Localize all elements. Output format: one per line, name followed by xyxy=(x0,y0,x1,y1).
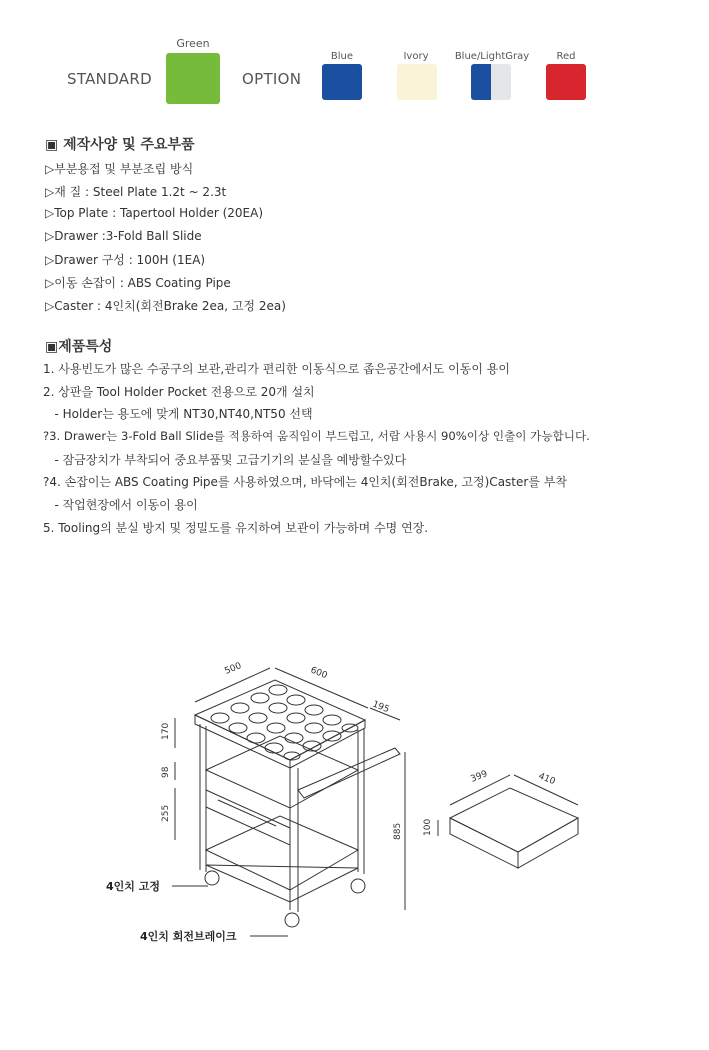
spec-item: ▷Drawer :3-Fold Ball Slide xyxy=(45,229,202,243)
dim-width: 600 xyxy=(308,665,329,682)
swatch-caption-red: Red xyxy=(556,51,576,62)
spec-item: ▷부분용접 및 부분조립 방식 xyxy=(45,162,194,176)
cart-technical-drawing xyxy=(100,640,600,960)
drawer-detail xyxy=(450,788,578,852)
callout-brake: 4인치 회전브레이크 xyxy=(140,930,237,943)
spec-title: ▣ 제작사양 및 주요부품 xyxy=(45,137,195,153)
feature-item: - 잠금장치가 부착되어 중요부품및 고급기기의 분실을 예방할수있다 xyxy=(43,453,407,467)
caster-brake xyxy=(285,913,299,927)
option-label: OPTION xyxy=(242,70,302,88)
dim-handle: 195 xyxy=(370,699,391,716)
color-swatch-ivory xyxy=(397,64,437,100)
color-swatch-green xyxy=(166,53,220,104)
dim-top: 170 xyxy=(161,722,171,740)
spec-item: ▷Drawer 구성 : 100H (1EA) xyxy=(45,253,206,267)
dim-drawer: 98 xyxy=(161,766,171,778)
top-plate xyxy=(195,680,365,760)
spec-item: ▷재 질 : Steel Plate 1.2t ~ 2.3t xyxy=(45,185,227,199)
swatch-caption-green: Green xyxy=(176,37,210,50)
feature-item: - 작업현장에서 이동이 용이 xyxy=(43,498,198,512)
caster-fixed xyxy=(205,871,219,885)
color-swatch-red xyxy=(546,64,586,100)
spec-item: ▷Top Plate : Tapertool Holder (20EA) xyxy=(45,206,264,220)
dim-depth: 500 xyxy=(223,661,244,677)
feature-item: ?3. Drawer는 3-Fold Ball Slide를 적용하여 움직임이 부드럽고, 서랍 사용시 90%이상 인출이 가능합니다. xyxy=(43,429,590,443)
standard-label: STANDARD xyxy=(67,70,152,88)
feature-item: ?4. 손잡이는 ABS Coating Pipe를 사용하였으며, 바닥에는 4인치(회전Brake, 고정)Caster를 부착 xyxy=(43,475,567,489)
feature-item: - Holder는 용도에 맞게 NT30,NT40,NT50 선택 xyxy=(43,407,313,421)
spec-item: ▷이동 손잡이 : ABS Coating Pipe xyxy=(45,276,231,290)
color-swatch-blue xyxy=(322,64,362,100)
dim-drawer-h: 100 xyxy=(423,818,433,836)
tool-holders xyxy=(211,685,358,760)
swatch-caption-blue: Blue xyxy=(330,51,354,62)
feature-item: 2. 상판을 Tool Holder Pocket 전용으로 20개 설치 xyxy=(43,385,315,399)
feature-item: 5. Tooling의 분실 방지 및 정밀도를 유지하여 보관이 가능하며 수명 연장. xyxy=(43,521,429,535)
features-title: ▣제품특성 xyxy=(45,339,113,355)
dim-mid: 255 xyxy=(161,804,171,822)
dim-height: 885 xyxy=(393,822,403,840)
feature-item: 1. 사용빈도가 많은 수공구의 보관,관리가 편리한 이동식으로 좁은공간에서도 이동이 용이 xyxy=(43,362,510,376)
dim-drawer-d: 410 xyxy=(536,771,557,788)
callout-fixed: 4인치 고정 xyxy=(106,880,160,893)
dim-drawer-w: 399 xyxy=(469,769,490,785)
swatch-caption-blue-lightgray: Blue/LightGray xyxy=(454,51,530,62)
swatch-caption-ivory: Ivory xyxy=(403,51,429,62)
color-swatch-blue-lightgray xyxy=(471,64,511,100)
spec-item: ▷Caster : 4인치(회전Brake 2ea, 고정 2ea) xyxy=(45,299,286,313)
